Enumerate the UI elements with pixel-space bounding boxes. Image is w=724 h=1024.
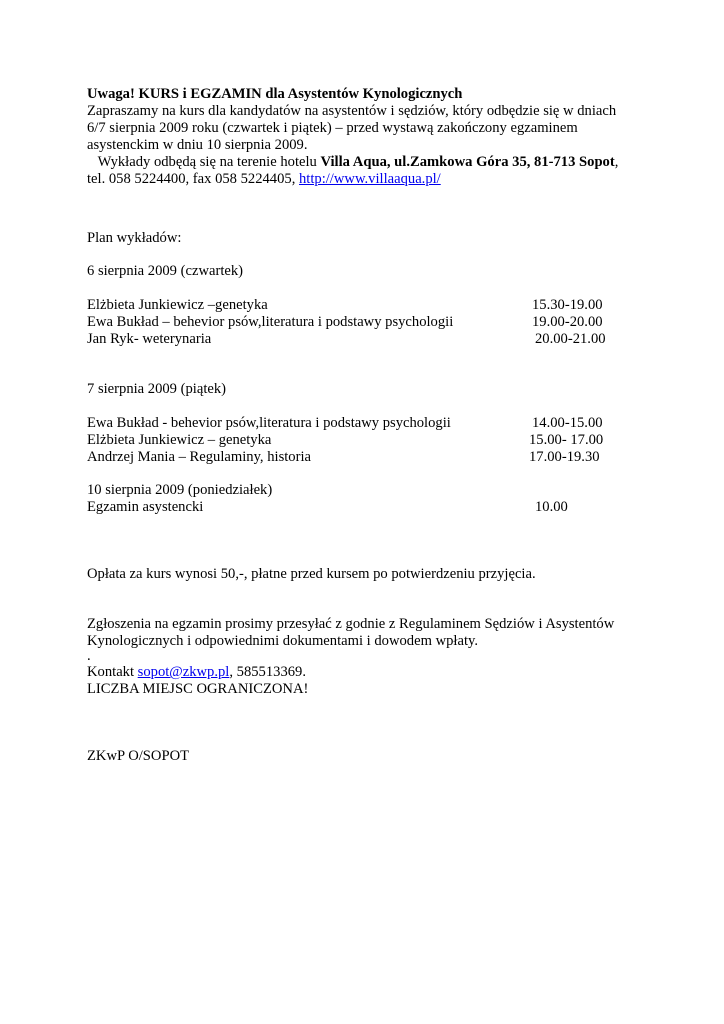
document-title: Uwaga! KURS i EGZAMIN dla Asystentów Kynologicznych — [87, 86, 463, 102]
venue-suffix: , — [614, 154, 619, 170]
lecture-text: Elżbieta Junkiewicz – genetyka — [87, 432, 272, 448]
lecture-time: 20.00-21.00 — [535, 331, 606, 347]
lecture-time: 10.00 — [535, 499, 568, 515]
intro-line-3: asystenckim w dniu 10 sierpnia 2009. — [87, 137, 308, 153]
fee-note: Opłata za kurs wynosi 50,-, płatne przed kursem po potwierdzeniu przyjęcia. — [87, 566, 536, 582]
applications-line-1: Zgłoszenia na egzamin prosimy przesyłać z godnie z Regulaminem Sędziów i Asystentów — [87, 616, 615, 632]
contact-info — [87, 664, 306, 681]
lecture-time: 15.00- 17.00 — [529, 432, 604, 448]
lecture-text: Ewa Bukład - behevior psów,literatura i podstawy psychologii — [87, 415, 451, 431]
venue-line — [87, 154, 618, 171]
intro-line-2: 6/7 sierpnia 2009 roku (czwartek i piątek) – przed wystawą zakończony egzaminem — [87, 120, 578, 136]
limited-seats-notice: LICZBA MIEJSC OGRANICZONA! — [87, 681, 309, 697]
day-1-date: 6 sierpnia 2009 (czwartek) — [87, 263, 244, 279]
website-link[interactable]: http://www.villaaqua.pl/ — [299, 171, 441, 187]
lecture-time: 17.00-19.30 — [529, 449, 600, 465]
venue-address: Villa Aqua, ul.Zamkowa Góra 35, 81-713 Sopot — [320, 154, 615, 170]
separator-dot: . — [87, 648, 91, 664]
intro-line-1: Zapraszamy na kurs dla kandydatów na asystentów i sędziów, który odbędzie się w dniach — [87, 103, 617, 119]
lecture-time: 15.30-19.00 — [532, 297, 603, 313]
email-link[interactable]: sopot@zkwp.pl — [137, 664, 230, 680]
lecture-text: Elżbieta Junkiewicz –genetyka — [87, 297, 268, 313]
contact-label: Kontakt — [87, 664, 138, 680]
contact-phone: , 585513369. — [229, 664, 306, 680]
venue-prefix: Wykłady odbędą się na terenie hotelu — [87, 154, 321, 170]
contact-line — [87, 171, 441, 188]
applications-line-2: Kynologicznych i odpowiednimi dokumentami i dowodem wpłaty. — [87, 633, 478, 649]
plan-heading: Plan wykładów: — [87, 230, 182, 246]
day-2-date: 7 sierpnia 2009 (piątek) — [87, 381, 227, 397]
lecture-text: Jan Ryk- weterynaria — [87, 331, 212, 347]
day-3-date: 10 sierpnia 2009 (poniedziałek) — [87, 482, 273, 498]
lecture-time: 14.00-15.00 — [532, 415, 603, 431]
lecture-time: 19.00-20.00 — [532, 314, 603, 330]
lecture-text: Egzamin asystencki — [87, 499, 204, 515]
lecture-text: Ewa Bukład – behevior psów,literatura i podstawy psychologii — [87, 314, 454, 330]
phone-fax: tel. 058 5224400, fax 058 5224405, — [87, 171, 299, 187]
lecture-text: Andrzej Mania – Regulaminy, historia — [87, 449, 311, 465]
signature: ZKwP O/SOPOT — [87, 748, 190, 764]
